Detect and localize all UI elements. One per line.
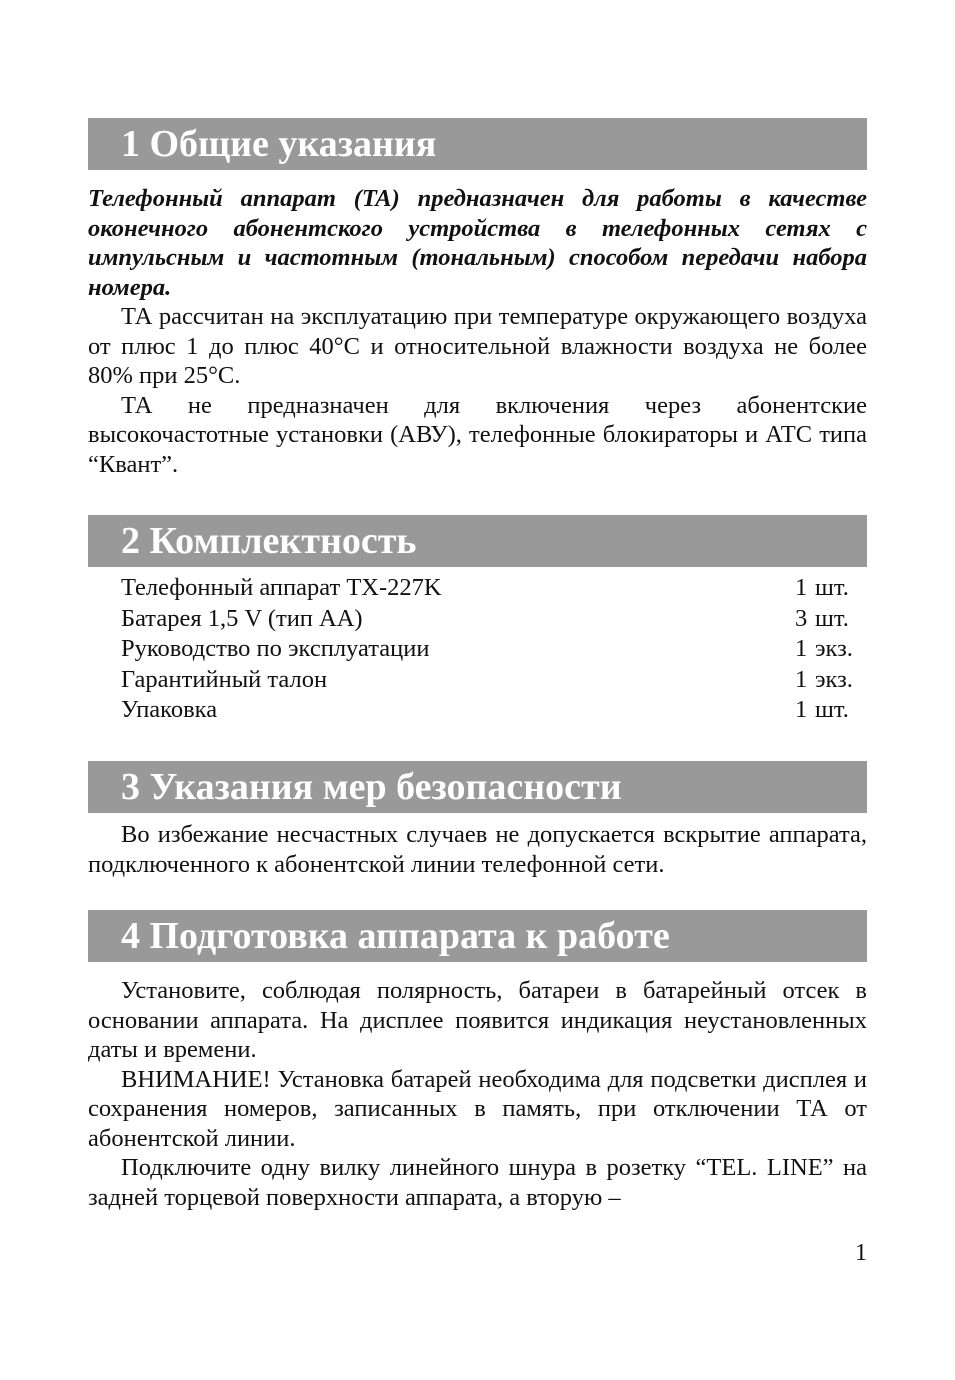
section-3-body <box>88 820 867 879</box>
section-3-header <box>88 761 867 813</box>
contents-list <box>88 573 867 726</box>
section-4-paragraph: Установите, соблюдая полярность, батареи в батарейный отсек в основании аппарата. На дисплее появится индикация неустановленных даты и времени. <box>88 977 867 1063</box>
list-item-qty: 3 <box>795 604 808 632</box>
list-item-unit: шт. <box>815 574 849 601</box>
section-4-paragraph: Подключите одну вилку линейного шнура в розетку “TEL. LINE” на задней торцевой поверхности аппарата, а вторую – <box>88 1154 867 1211</box>
list-item-unit: экз. <box>815 635 853 662</box>
section-4-paragraph: ВНИМАНИЕ! Установка батарей необходима для подсветки дисплея и сохранения номеров, записанных в память, при отключении ТА от абонентской линии. <box>88 1065 867 1152</box>
list-item <box>88 634 867 665</box>
section-3-title: 3 Указания мер безопасности <box>121 766 622 808</box>
list-item-name: Упаковка <box>121 696 218 723</box>
section-4-header <box>88 910 867 962</box>
list-item-unit: шт. <box>815 696 849 723</box>
list-item-qty: 1 <box>795 574 808 601</box>
section-1-body <box>88 184 867 479</box>
list-item-qty: 1 <box>795 696 808 723</box>
list-item <box>88 665 867 696</box>
list-item-name: Руководство по эксплуатации <box>121 635 430 662</box>
section-1-paragraph: ТА не предназначен для включения через абонентские высокочастотные установки (АВУ), телефонные блокираторы и АТС типа “Квант”. <box>88 391 867 478</box>
list-item-name: Гарантийный талон <box>121 665 328 693</box>
list-item <box>88 573 867 604</box>
section-3-paragraph: Во избежание несчастных случаев не допускается вскрытие аппарата, подключенного к абонентской линии телефонной сети. <box>88 821 867 878</box>
section-1-header <box>88 118 867 170</box>
list-item-qty: 1 <box>795 665 808 693</box>
list-item-name: Батарея 1,5 V (тип AA) <box>121 604 363 632</box>
list-item-qty: 1 <box>795 635 808 662</box>
section-4-title: 4 Подготовка аппарата к работе <box>121 915 670 957</box>
list-item <box>88 695 867 726</box>
section-2-header <box>88 515 867 567</box>
section-1-paragraph: ТА рассчитан на эксплуатацию при температуре окружающего воздуха от плюс 1 до плюс 40°С и относительной влажности воздуха не более 80% при 25°С. <box>88 303 867 389</box>
section-2-title: 2 Комплектность <box>121 520 417 562</box>
list-item-name: Телефонный аппарат TX-227K <box>121 574 442 601</box>
section-4-body <box>88 976 867 1212</box>
list-item-unit: экз. <box>815 665 853 693</box>
list-item <box>88 604 867 635</box>
section-1-title: 1 Общие указания <box>121 123 437 165</box>
list-item-unit: шт. <box>815 604 849 632</box>
section-1-lead: Телефонный аппарат (ТА) предназначен для работы в качестве оконечного абонентского устройства в телефонных сетях с импульсным и частотным (тональным) способом передачи набора номера. <box>88 185 867 301</box>
page-number: 1 <box>855 1240 867 1266</box>
